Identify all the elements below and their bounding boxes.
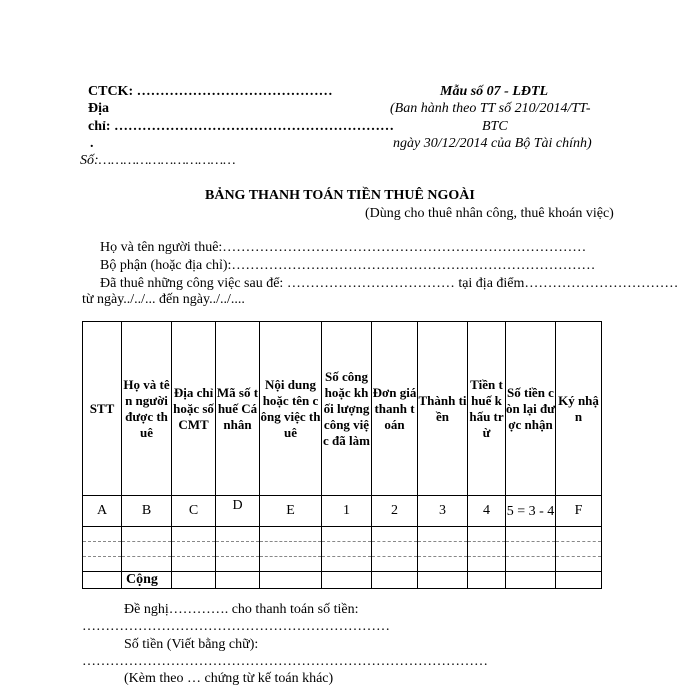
address-dot: . [90,136,94,151]
table-row [83,527,602,542]
amount-in-words-dots: …………………………………………………………………………… [82,654,488,669]
address-field: chỉ: …………………………………………………… [88,119,395,134]
code-cell: C [172,496,216,527]
code-cell: 2 [372,496,418,527]
table-total-row [83,572,602,589]
issued-line-2: BTC [482,119,508,134]
code-cell: F [556,496,602,527]
attachment-note: (Kèm theo … chứng từ kế toán khác) [124,671,334,686]
header-cell: Nội dung hoặc tên công việc thuê [260,322,322,496]
header-cell: Số tiền còn lại được nhận [506,322,556,496]
code-cell: 5 = 3 - 4 [506,496,556,527]
table-row [83,542,602,557]
code-cell: 1 [322,496,372,527]
table-header-row [83,322,602,496]
hirer-field: Họ và tên người thuê:…………………………………………………………………… [100,240,587,255]
code-cell: A [83,496,122,527]
table-code-row [83,496,602,527]
form-number: Mẫu số 07 - LĐTL [440,84,549,99]
code-cell: 4 [468,496,506,527]
page-title: BẢNG THANH TOÁN TIỀN THUÊ NGOÀI [205,188,475,203]
header-cell: Đơn giá thanh toán [372,322,418,496]
period-field: từ ngày../../... đến ngày../../.... [82,292,245,307]
issued-line-3: ngày 30/12/2014 của Bộ Tài chính) [393,136,592,151]
code-cell: D [216,496,260,527]
code-cell: E [260,496,322,527]
header-cell: STT [83,322,122,496]
header-cell: Địa chỉ hoặc số CMT [172,322,216,496]
payment-request-dots: ………………………………………………………… [82,619,390,634]
payment-table [82,321,602,589]
header-cell: Mã số thuế Cá nhân [216,322,260,496]
table-row [83,557,602,572]
company-field: CTCK: …………………………………… [88,84,333,99]
page-subtitle: (Dùng cho thuê nhân công, thuê khoán việc) [365,206,614,221]
department-field: Bộ phận (hoặc địa chỉ):…………………………………………………………………… [100,258,596,273]
payment-request: Đề nghị…………. cho thanh toán số tiền: [124,602,359,617]
header-cell: Họ và tên người được thuê [122,322,172,496]
total-label: Cộng [122,572,172,589]
amount-in-words: Số tiền (Viết bằng chữ): [124,637,259,652]
document-number: Số:…………………………… [80,153,236,168]
code-cell: B [122,496,172,527]
issued-line-1: (Ban hành theo TT số 210/2014/TT- [390,101,591,116]
header-cell: Thành tiền [418,322,468,496]
code-cell: 3 [418,496,468,527]
header-cell: Tiền thuế khấu trừ [468,322,506,496]
header-cell: Ký nhận [556,322,602,496]
hired-work-field: Đã thuê những công việc sau để: ……………………………… tại địa điểm…………………………… [100,276,679,291]
header-cell: Số công hoặc khối lượng công việc đã làm [322,322,372,496]
address-label: Địa [88,101,109,116]
